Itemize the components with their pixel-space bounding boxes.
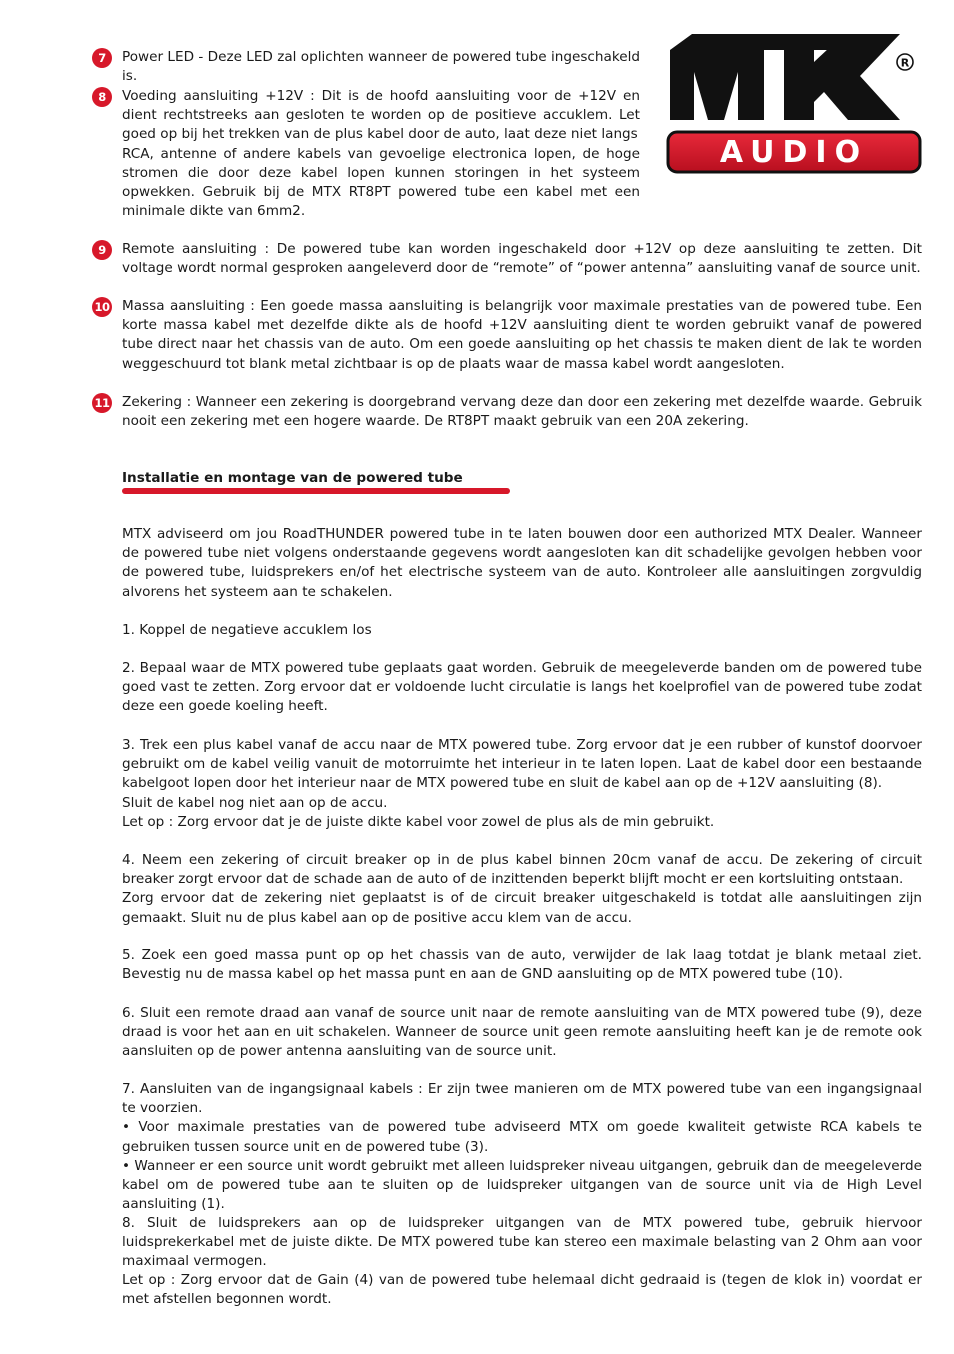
step-3: 3. Trek een plus kabel vanaf de accu naar de MTX powered tube. Zorg ervoor dat je een rubber of kunstof doorvoer gebruikt om de kabel veilig vanuit de motorruimte het interieur in te laten lopen. Laat de kabel door een bestaande kabelgoot lopen door het interieur naar de MTX powered tube en sluit de kabel aan op de +12V aansluiting (8). Sluit de kabel nog niet aan op de accu. Let op : Zorg ervoor dat je de juiste dikte kabel voor zowel de plus als de min gebruikt.: [122, 737, 922, 830]
item-9-number: 9: [92, 240, 112, 260]
gain-note: Let op : Zorg ervoor dat de Gain (4) van de powered tube helemaal dicht gedraaid is (tegen de klok in) voordat er met afstellen begonnen wordt.: [122, 1272, 922, 1308]
item-10-number: 10: [92, 297, 112, 317]
step-7: 7. Aansluiten van de ingangsignaal kabels : Er zijn twee manieren om de MTX powered tube van een ingangsignaal te voorzien. • Voor maximale prestaties van de powered tube adviseerd MTX om goede kwaliteit getwiste RCA kabels te gebruiken tussen source unit en de powered tube (3). • Wanneer er een source unit wordt gebruikt met alleen luidspreker niveau uitgangen, gebruik dan de meegeleverde kabel om de powered tube aan te sluiten op de luidspreker uitgangen van de source unit via de High Level aansluiting (1).: [122, 1081, 922, 1213]
step-4: 4. Neem een zekering of circuit breaker op in de plus kabel binnen 20cm vanaf de accu. De zekering of circuit breaker zorgt ervoor dat de schade aan de auto of de inzittenden beperkt blijft mocht er een kortsluiting ontstaan. Zorg ervoor dat de zekering niet geplaatst is of de circuit breaker uitgeschakeld is totdat alle aansluitingen zijn gemaakt. Sluit nu de plus kabel aan op de positive accu klem van de accu.: [122, 852, 922, 926]
step-5: 5. Zoek een goed massa punt op op het chassis van de auto, verwijder de lak laag totdat je blank metaal ziet. Bevestig nu de massa kabel op het massa punt en aan de GND aansluiting op de MTX powered tube (10).: [122, 947, 922, 983]
item-7-text: Power LED - Deze LED zal oplichten wanneer de powered tube ingeschakeld is.: [122, 49, 640, 85]
item-8-text: Voeding aansluiting +12V : Dit is de hoofd aansluiting voor de +12V en dient rechtstreeks aan gesloten te worden op de positieve accuklem. Let goed op bij het trekken van de plus kabel door de auto, laat deze niet langs RCA, antenne of andere kabels van gevoelige electronica lopen, de hoge stromen die door deze kabel lopen kunnen storingen in het systeem opwekken. Gebruik bij de MTX RT8PT powered tube een kabel met een minimale dikte van 6mm2.: [122, 88, 640, 220]
item-8-number: 8: [92, 87, 112, 107]
section-heading: Installatie en montage van de powered tube: [122, 470, 463, 486]
step-1: 1. Koppel de negatieve accuklem los: [122, 622, 372, 638]
intro-paragraph: MTX adviseerd om jou RoadTHUNDER powered tube in te laten bouwen door een authorized MTX Dealer. Wanneer de powered tube niet volgens onderstaande gegevens wordt aangesloten kan dit schadelijke gevolgen hebben voor de powered tube, luidsprekers en/of het electrische systeem van de auto. Kontroleer alle aansluitingen zorgvuldig alvorens het systeem aan te schakelen.: [122, 526, 922, 600]
registered-mark: R: [900, 56, 910, 70]
heading-underline: [122, 488, 510, 494]
step-6: 6. Sluit een remote draad aan vanaf de source unit naar de remote aansluiting van de MTX powered tube (9), deze draad is voor het aan en uit schakelen. Wanneer de source unit geen remote aansluiting heeft kan je de remote ook aansluiten op de power antenna aansluiting van de source unit.: [122, 1005, 922, 1060]
item-11-text: Zekering : Wanneer een zekering is doorgebrand vervang deze dan door een zekering met dezelfde waarde. Gebruik nooit een zekering met een hogere waarde. De RT8PT maakt gebruik van een 20A zekering.: [122, 394, 922, 430]
item-11-number: 11: [92, 393, 112, 413]
step-8: 8. Sluit de luidsprekers aan op de luidspreker uitgangen van de MTX powered tube, gebruik hiervoor luidsprekerkabel met de juiste dikte. De MTX powered tube kan stereo een maximale belasting van 2 Ohm aan voor maximaal vermogen.: [122, 1215, 922, 1270]
audio-wordmark: AUDIO: [719, 135, 869, 170]
item-7-number: 7: [92, 48, 112, 68]
mtx-letters: [670, 34, 900, 120]
item-10-text: Massa aansluiting : Een goede massa aansluiting is belangrijk voor maximale prestaties van de powered tube. Een korte massa kabel met dezelfde dikte als de hoofd +12V aansluiting dient te worden gebruikt vanaf de powered tube direct naar het chassis van de auto. Om een goede aansluiting op het chassis te maken dient de lak te worden weggeschuurd tot blank metal zichtbaar is op de plaats waar de massa kabel wordt aangesloten.: [122, 298, 922, 372]
item-9-text: Remote aansluiting : De powered tube kan worden ingeschakeld door +12V op deze aansluiting te zetten. Dit voltage wordt normal gesproken aangeleverd door de “remote” of “power antenna” aansluiting vanaf de source unit.: [122, 241, 922, 277]
step-2: 2. Bepaal waar de MTX powered tube geplaats gaat worden. Gebruik de meegeleverde banden om de powered tube goed vast te zetten. Zorg ervoor dat er voldoende lucht circulatie is langs het koelprofiel van de powered tube zodat deze een goede koeling heeft.: [122, 660, 922, 715]
mtx-audio-logo: [664, 28, 926, 180]
